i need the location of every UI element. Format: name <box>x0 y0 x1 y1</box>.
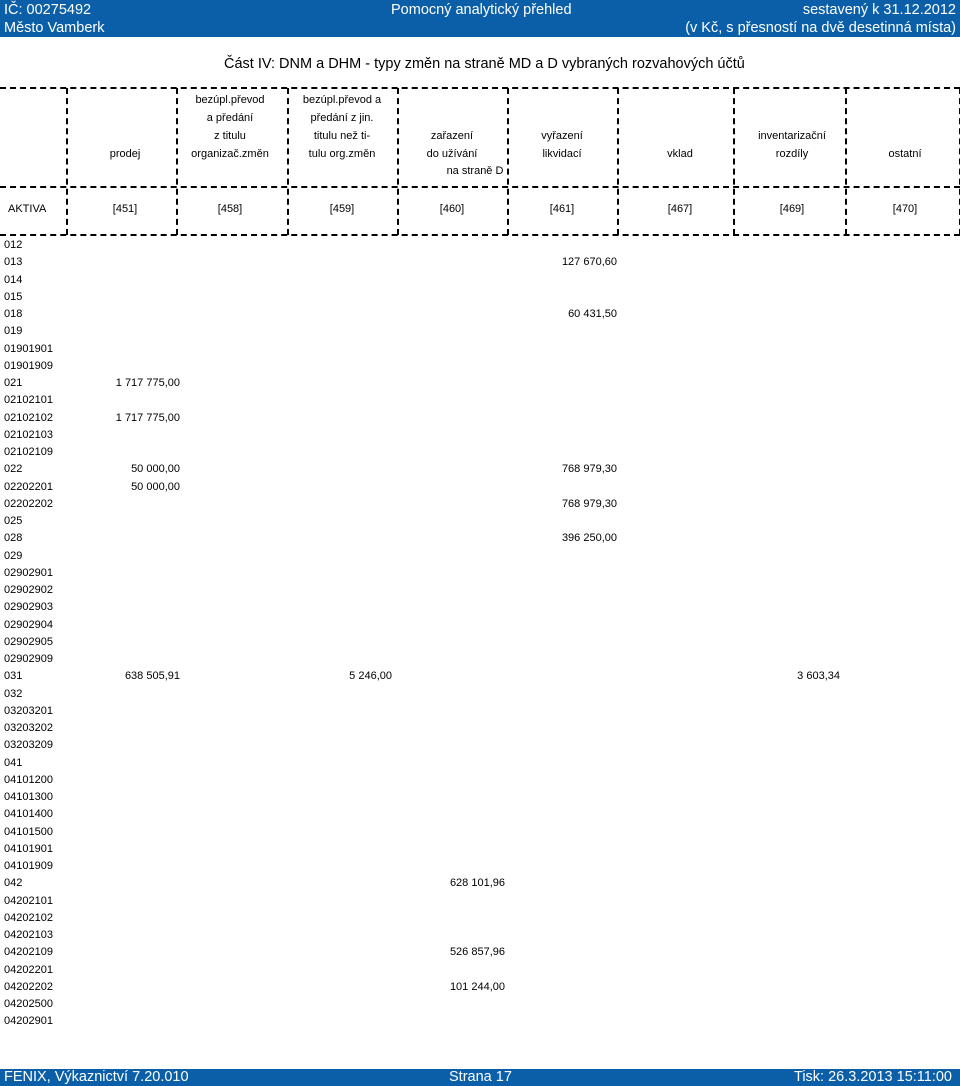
table-row <box>0 962 960 979</box>
account-number: 02902909 <box>4 653 53 665</box>
account-number: 041 <box>4 756 23 769</box>
table-row <box>0 548 960 565</box>
section-title: Část IV: DNM a DHM - typy změn na straně MD a D vybraných rozvahových účtů <box>224 56 745 72</box>
column-header-c2-line: organizač.změn <box>191 148 269 160</box>
ico-label: IČ: 00275492 <box>4 2 92 18</box>
table-row <box>0 496 960 513</box>
column-header-c3-line: předání z jin. <box>310 112 374 124</box>
account-number: 04101909 <box>4 860 53 872</box>
account-number: 013 <box>4 256 23 269</box>
column-separator <box>176 88 178 235</box>
account-number: 028 <box>4 532 23 545</box>
account-number: 04202201 <box>4 963 53 976</box>
table-row <box>0 772 960 789</box>
amount-cell: 1 717 775,00 <box>115 411 180 424</box>
column-header-c7-line: rozdíly <box>775 148 809 160</box>
amount-cell: 127 670,60 <box>561 256 617 269</box>
column-separator <box>845 88 847 235</box>
amount-cell: 3 603,34 <box>797 670 840 683</box>
table-row <box>0 617 960 634</box>
column-code: [459] <box>329 203 355 215</box>
account-number: 031 <box>4 670 23 683</box>
column-header-c5-line: likvidací <box>542 148 582 160</box>
amount-cell: 526 857,96 <box>449 946 505 959</box>
table-row <box>0 461 960 478</box>
account-number: 02902902 <box>4 584 53 596</box>
column-header-c4-line: zařazení <box>430 130 474 142</box>
account-number: 04202202 <box>4 980 53 993</box>
column-header-c2-line: a předání <box>206 112 254 124</box>
table-row <box>0 427 960 444</box>
table-row <box>0 651 960 668</box>
table-row <box>0 237 960 254</box>
column-header-c2-line: bezúpl.převod <box>195 94 265 106</box>
table-row <box>0 927 960 944</box>
account-number: 04202103 <box>4 929 53 941</box>
account-number: 04202901 <box>4 1015 53 1028</box>
table-row <box>0 824 960 841</box>
table-row <box>0 737 960 754</box>
column-code: [467] <box>667 203 693 215</box>
column-separator <box>507 88 509 235</box>
account-number: 02902905 <box>4 635 53 648</box>
account-number: 02902903 <box>4 601 53 614</box>
account-number: 014 <box>4 273 23 286</box>
amount-cell: 768 979,30 <box>561 463 617 476</box>
amount-cell: 396 250,00 <box>561 532 617 545</box>
column-header-c4-line: do užívání <box>426 148 478 160</box>
column-header-c3-line: tulu org.změn <box>308 148 376 160</box>
table-row <box>0 323 960 340</box>
table-row <box>0 858 960 875</box>
column-header-c5-line: vyřazení <box>541 130 583 142</box>
account-number: 032 <box>4 687 23 700</box>
account-number: 021 <box>4 377 23 389</box>
table-row <box>0 479 960 496</box>
header-middle-rule <box>0 186 960 188</box>
column-code: [460] <box>439 203 465 215</box>
table-row <box>0 599 960 616</box>
table-row <box>0 668 960 685</box>
column-header-c2-line: z titulu <box>214 130 246 142</box>
account-number: 04101400 <box>4 808 53 821</box>
table-row <box>0 789 960 806</box>
table-row <box>0 806 960 823</box>
table-row <box>0 910 960 927</box>
column-code: [458] <box>217 203 243 215</box>
amount-cell: 101 244,00 <box>449 980 505 993</box>
report-header-bar <box>0 0 960 37</box>
column-header-c8-line: ostatní <box>888 148 922 160</box>
table-row <box>0 254 960 271</box>
account-number: 029 <box>4 549 23 562</box>
column-header-c1-line: prodej <box>109 148 141 160</box>
account-number: 02102103 <box>4 428 53 441</box>
account-number: 018 <box>4 308 23 320</box>
page-number: Strana 17 <box>449 1069 512 1085</box>
compiled-date: sestavený k 31.12.2012 <box>802 2 956 18</box>
amount-cell: 628 101,96 <box>449 877 505 890</box>
account-number: 03203201 <box>4 704 53 717</box>
column-separator <box>733 88 735 235</box>
account-number: 015 <box>4 290 23 303</box>
table-row <box>0 565 960 582</box>
table-row <box>0 720 960 737</box>
table-row <box>0 272 960 289</box>
table-row <box>0 686 960 703</box>
side-note: na straně D <box>446 165 504 177</box>
amount-cell: 50 000,00 <box>131 480 180 493</box>
account-number: 012 <box>4 239 23 251</box>
table-row <box>0 582 960 599</box>
table-row <box>0 289 960 306</box>
account-number: 02902904 <box>4 618 53 631</box>
column-separator <box>66 88 68 235</box>
table-row <box>0 444 960 461</box>
account-number: 04101300 <box>4 791 53 803</box>
table-row <box>0 341 960 358</box>
column-separator <box>287 88 289 235</box>
account-number: 04202102 <box>4 911 53 924</box>
account-number: 04202109 <box>4 946 53 959</box>
account-number: 02102101 <box>4 394 53 407</box>
amount-cell: 768 979,30 <box>561 497 617 510</box>
table-row <box>0 755 960 772</box>
account-number: 02102109 <box>4 446 53 458</box>
column-header-c3-line: bezúpl.převod a <box>302 94 382 106</box>
column-header-c7-line: inventarizační <box>758 130 826 142</box>
column-code: [470] <box>892 203 918 215</box>
column-code: [469] <box>779 203 805 215</box>
column-separator <box>617 88 619 235</box>
account-number: 03203202 <box>4 722 53 734</box>
table-row <box>0 410 960 427</box>
print-timestamp: Tisk: 26.3.2013 15:11:00 <box>794 1069 952 1085</box>
table-row <box>0 944 960 961</box>
table-row <box>0 306 960 323</box>
column-code: [461] <box>549 203 575 215</box>
column-header-c6-line: vklad <box>667 148 693 160</box>
account-number: 04202101 <box>4 894 53 907</box>
account-number: 04101500 <box>4 825 53 838</box>
account-number: 042 <box>4 877 23 890</box>
header-bottom-rule <box>0 234 960 236</box>
table-row <box>0 703 960 720</box>
entity-name: Město Vamberk <box>4 20 105 36</box>
header-top-rule <box>0 87 960 89</box>
amount-cell: 60 431,50 <box>568 308 617 320</box>
aktiva-label: AKTIVA <box>8 203 47 215</box>
table-row <box>0 634 960 651</box>
table-row <box>0 996 960 1013</box>
amount-cell: 50 000,00 <box>131 463 180 476</box>
table-row <box>0 875 960 892</box>
account-number: 04202500 <box>4 998 53 1010</box>
account-number: 01901901 <box>4 342 53 355</box>
table-row <box>0 893 960 910</box>
account-number: 04101901 <box>4 842 53 855</box>
amount-cell: 638 505,91 <box>124 670 180 683</box>
table-row <box>0 513 960 530</box>
table-row <box>0 979 960 996</box>
table-row <box>0 530 960 547</box>
table-row <box>0 1013 960 1030</box>
units-note: (v Kč, s přesností na dvě desetinná místa) <box>685 20 956 36</box>
table-row <box>0 392 960 409</box>
table-row <box>0 841 960 858</box>
account-number: 04101200 <box>4 773 53 786</box>
column-header-c3-line: titulu než ti- <box>313 130 371 142</box>
table-row <box>0 375 960 392</box>
report-footer <box>0 1069 960 1086</box>
account-number: 02202201 <box>4 480 53 493</box>
account-number: 019 <box>4 325 23 338</box>
account-number: 022 <box>4 463 23 476</box>
table-row <box>0 358 960 375</box>
amount-cell: 1 717 775,00 <box>115 377 180 389</box>
account-number: 03203209 <box>4 739 53 752</box>
report-name: Pomocný analytický přehled <box>391 2 572 18</box>
column-code: [451] <box>112 203 138 215</box>
account-number: 02202202 <box>4 497 53 510</box>
account-number: 02102102 <box>4 411 53 424</box>
account-number: 02902901 <box>4 566 53 579</box>
app-version: FENIX, Výkaznictví 7.20.010 <box>4 1069 189 1085</box>
amount-cell: 5 246,00 <box>349 670 392 683</box>
column-separator <box>397 88 399 235</box>
account-number: 01901909 <box>4 359 53 372</box>
account-number: 025 <box>4 515 23 527</box>
